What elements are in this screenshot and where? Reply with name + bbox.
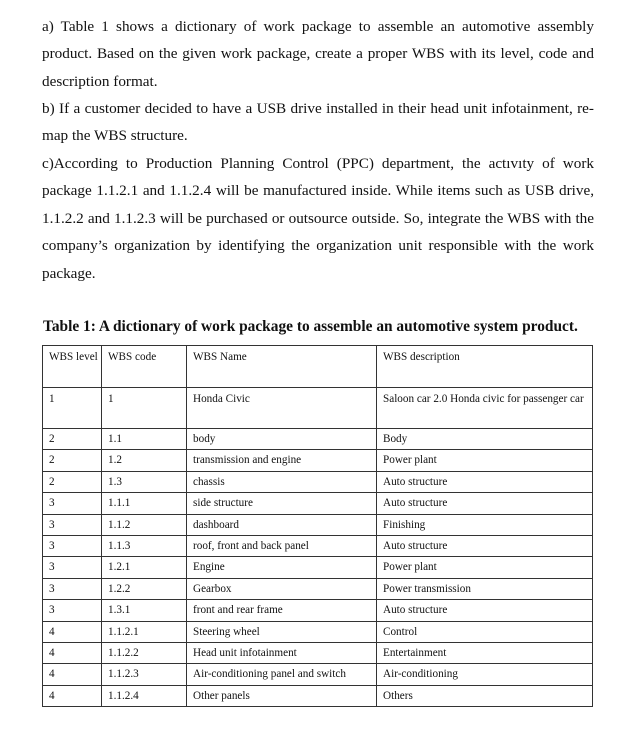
wbs-level-cell: 4: [43, 621, 102, 642]
wbs-level-cell: 3: [43, 514, 102, 535]
wbs-description-cell: Power transmission: [377, 578, 593, 599]
wbs-code-cell: 1.3.1: [102, 600, 187, 621]
wbs-code-cell: 1.1.3: [102, 536, 187, 557]
table-row: [43, 514, 593, 535]
wbs-code-cell: 1.1.2.3: [102, 664, 187, 685]
wbs-name-cell: Honda Civic: [187, 388, 377, 429]
wbs-level-cell: 4: [43, 643, 102, 664]
question-part-a: a) Table 1 shows a dictionary of work package to assemble an automotive assembly product. Based on the given work package, create a proper WBS with its level, code and description format.: [42, 18, 594, 90]
table-row: [43, 664, 593, 685]
table-row: [43, 536, 593, 557]
wbs-level-cell: 3: [43, 557, 102, 578]
table-row: [43, 493, 593, 514]
wbs-code-cell: 1.1.1: [102, 493, 187, 514]
wbs-level-cell: 4: [43, 664, 102, 685]
wbs-name-cell: Head unit infotainment: [187, 643, 377, 664]
wbs-description-cell: Entertainment: [377, 643, 593, 664]
wbs-level-cell: 1: [43, 388, 102, 429]
wbs-name-cell: Air-conditioning panel and switch: [187, 664, 377, 685]
wbs-code-cell: 1.2.1: [102, 557, 187, 578]
wbs-level-cell: 2: [43, 450, 102, 471]
wbs-code-cell: 1.1.2.1: [102, 621, 187, 642]
wbs-code-cell: 1.2: [102, 450, 187, 471]
table-row: [43, 685, 593, 706]
wbs-dictionary-table: [42, 345, 593, 707]
wbs-name-cell: Other panels: [187, 685, 377, 706]
wbs-code-cell: 1.1.2.4: [102, 685, 187, 706]
header-wbs-code: WBS code: [102, 346, 187, 388]
wbs-code-cell: 1.2.2: [102, 578, 187, 599]
wbs-level-cell: 3: [43, 536, 102, 557]
wbs-description-cell: Finishing: [377, 514, 593, 535]
wbs-code-cell: 1.3: [102, 471, 187, 492]
header-wbs-level: WBS level: [43, 346, 102, 388]
table-header-row: [43, 346, 593, 388]
wbs-name-cell: transmission and engine: [187, 450, 377, 471]
table-row: [43, 388, 593, 429]
table-row: [43, 471, 593, 492]
wbs-description-cell: Auto structure: [377, 600, 593, 621]
wbs-name-cell: body: [187, 429, 377, 450]
question-part-b: b) If a customer decided to have a USB drive installed in their head unit infotainment, re-map the WBS structure.: [42, 100, 594, 145]
table-row: [43, 557, 593, 578]
wbs-description-cell: Auto structure: [377, 471, 593, 492]
wbs-description-cell: Saloon car 2.0 Honda civic for passenger car: [377, 388, 593, 429]
wbs-code-cell: 1.1.2.2: [102, 643, 187, 664]
table-row: [43, 621, 593, 642]
table-row: [43, 600, 593, 621]
wbs-name-cell: roof, front and back panel: [187, 536, 377, 557]
wbs-description-cell: Power plant: [377, 557, 593, 578]
wbs-name-cell: side structure: [187, 493, 377, 514]
wbs-description-cell: Auto structure: [377, 536, 593, 557]
wbs-name-cell: dashboard: [187, 514, 377, 535]
table-row: [43, 450, 593, 471]
wbs-level-cell: 2: [43, 471, 102, 492]
wbs-description-cell: Control: [377, 621, 593, 642]
table-row: [43, 643, 593, 664]
header-wbs-description: WBS description: [377, 346, 593, 388]
wbs-level-cell: 3: [43, 600, 102, 621]
wbs-level-cell: 3: [43, 493, 102, 514]
header-wbs-name: WBS Name: [187, 346, 377, 388]
wbs-description-cell: Power plant: [377, 450, 593, 471]
wbs-name-cell: Gearbox: [187, 578, 377, 599]
question-part-c: c)According to Production Planning Control (PPC) department, the actıvıty of work package 1.1.2.1 and 1.1.2.4 will be manufactured inside. While items such as USB drive, 1.1.2.2 and 1.1.2.3 will be purchased or outsource outside. So, integrate the WBS with the company’s organization by identifying the organization unit responsible with the work package.: [42, 155, 594, 282]
wbs-name-cell: Steering wheel: [187, 621, 377, 642]
table-body: [43, 388, 593, 707]
wbs-code-cell: 1.1.2: [102, 514, 187, 535]
table-caption: Table 1: A dictionary of work package to assemble an automotive system product.: [43, 318, 578, 335]
table-row: [43, 429, 593, 450]
wbs-description-cell: Auto structure: [377, 493, 593, 514]
wbs-level-cell: 3: [43, 578, 102, 599]
wbs-description-cell: Body: [377, 429, 593, 450]
wbs-description-cell: Others: [377, 685, 593, 706]
wbs-code-cell: 1.1: [102, 429, 187, 450]
wbs-level-cell: 4: [43, 685, 102, 706]
wbs-level-cell: 2: [43, 429, 102, 450]
wbs-name-cell: front and rear frame: [187, 600, 377, 621]
wbs-description-cell: Air-conditioning: [377, 664, 593, 685]
wbs-name-cell: chassis: [187, 471, 377, 492]
table-row: [43, 578, 593, 599]
wbs-code-cell: 1: [102, 388, 187, 429]
wbs-name-cell: Engine: [187, 557, 377, 578]
